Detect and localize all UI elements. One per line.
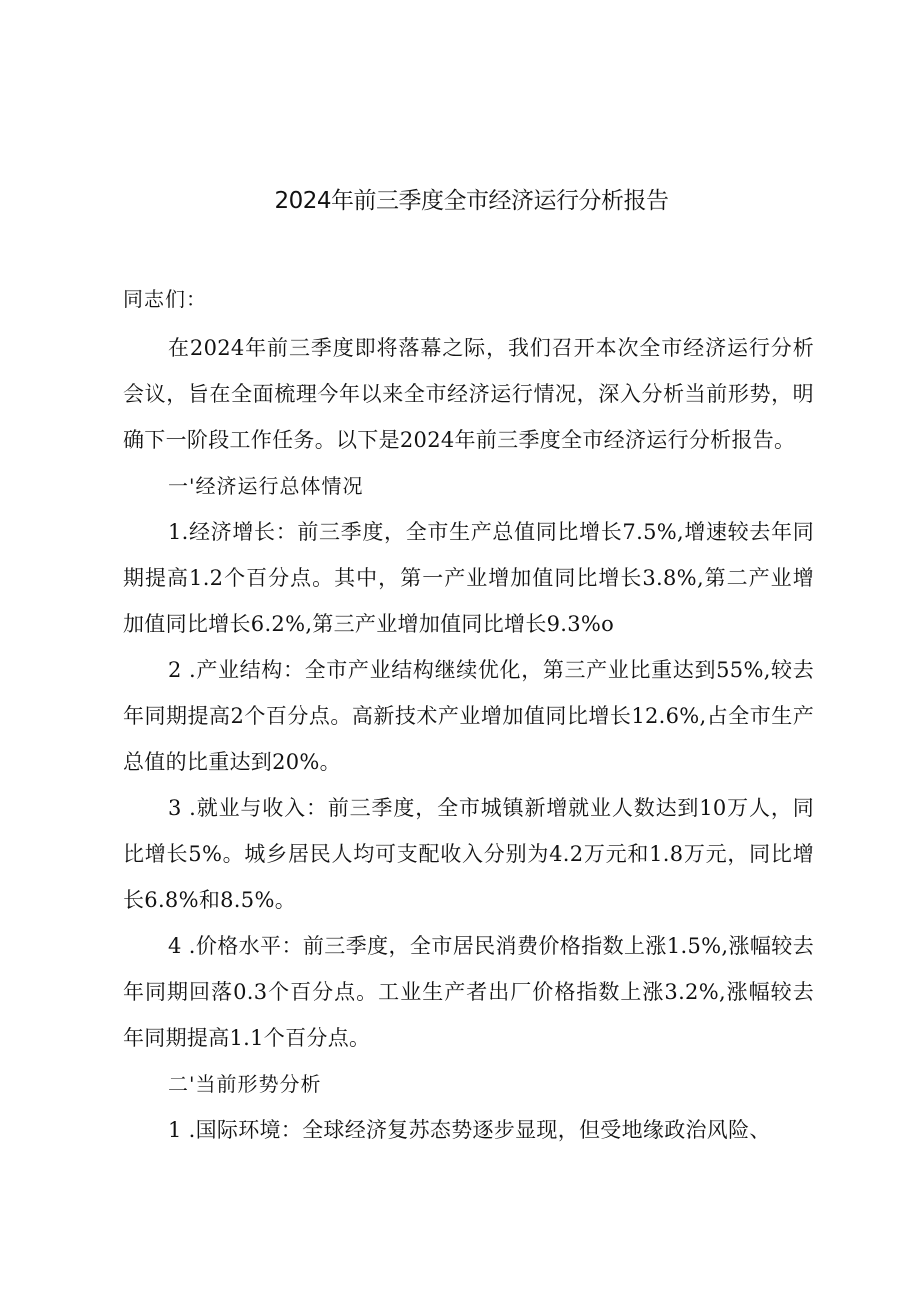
- section-heading-overall: 一'经济运行总体情况: [168, 474, 364, 498]
- salutation: 同志们：: [123, 287, 207, 311]
- paragraph-international-environment: 1 .国际环境：全球经济复苏态势逐步显现，但受地缘政治风险、: [168, 1118, 771, 1142]
- paragraph-intro: 在2024年前三季度即将落幕之际，我们召开本次全市经济运行分析会议，旨在全面梳理今年以来全市经济运行情况，深入分析当前形势，明确下一阶段工作任务。以下是2024年前三季度全市经济运行分析报告。: [123, 336, 814, 452]
- document-title: 2024年前三季度全市经济运行分析报告: [274, 188, 669, 214]
- section-heading-situation: 二'当前形势分析: [168, 1072, 322, 1096]
- paragraph-employment-income: 3 .就业与收入：前三季度，全市城镇新增就业人数达到10万人，同比增长5%。城乡居民人均可支配收入分别为4.2万元和1.8万元，同比增长6.8%和8.5%。: [123, 796, 814, 912]
- paragraph-economic-growth: 1.经济增长：前三季度，全市生产总值同比增长7.5%,增速较去年同期提高1.2个百分点。其中，第一产业增加值同比增长3.8%,第二产业增加值同比增长6.2%,第三产业增加值同比增长9.3%o: [123, 520, 814, 636]
- paragraph-industrial-structure: 2 .产业结构：全市产业结构继续优化，第三产业比重达到55%,较去年同期提高2个百分点。高新技术产业增加值同比增长12.6%,占全市生产总值的比重达到20%。: [123, 658, 814, 774]
- paragraph-price-level: 4 .价格水平：前三季度，全市居民消费价格指数上涨1.5%,涨幅较去年同期回落0.3个百分点。工业生产者出厂价格指数上涨3.2%,涨幅较去年同期提高1.1个百分点。: [123, 934, 814, 1050]
